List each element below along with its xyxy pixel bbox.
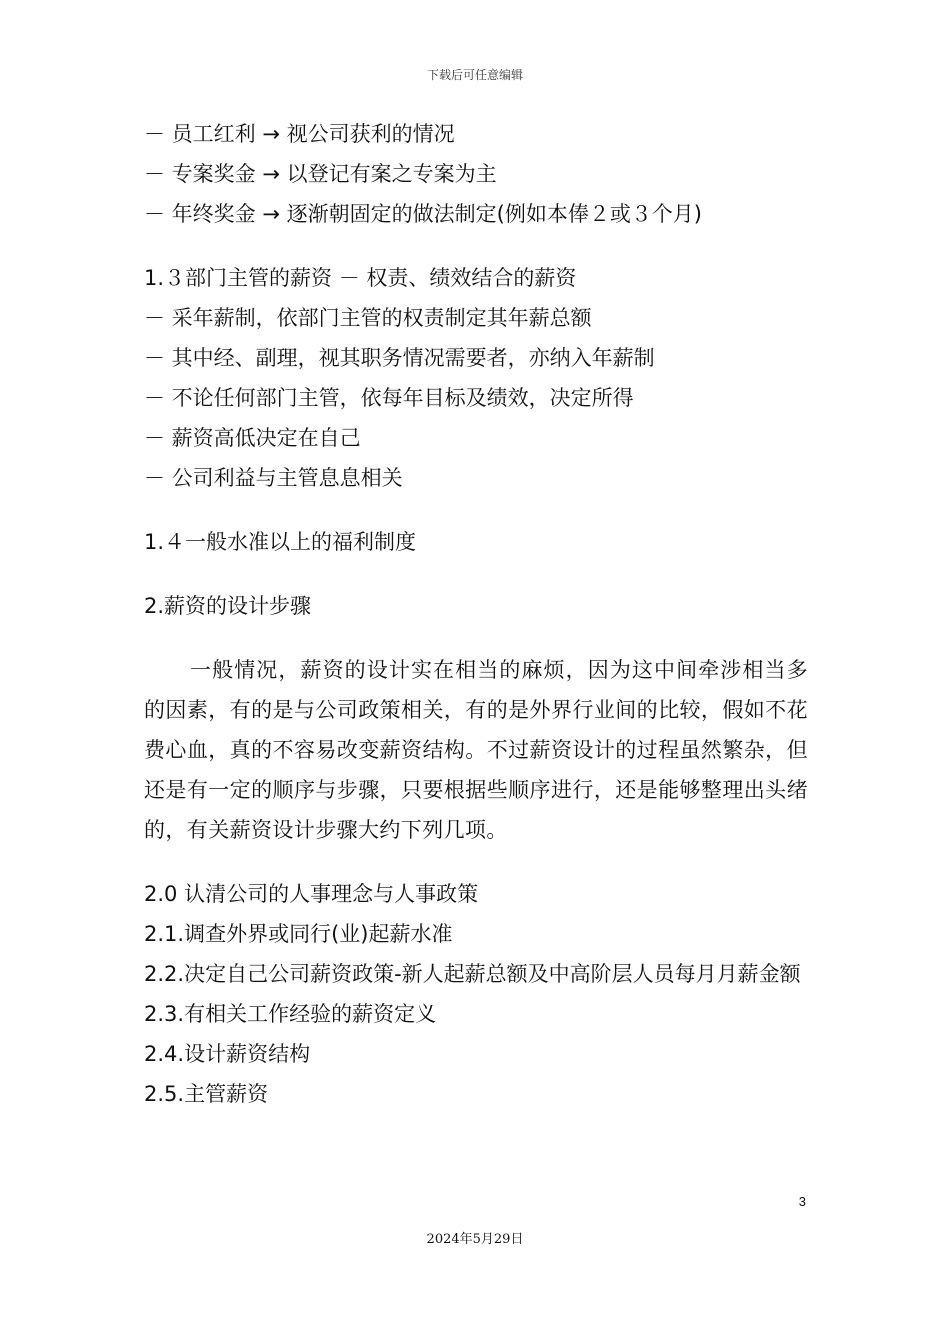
bonus-item: － 专案奖金 → 以登记有案之专案为主	[144, 162, 497, 186]
bonus-item: － 员工红利 → 视公司获利的情况	[144, 122, 455, 146]
section-heading: 1.３部门主管的薪资 － 权责、绩效结合的薪资	[144, 266, 577, 290]
step-item: 2.3.有相关工作经验的薪资定义	[144, 1002, 437, 1026]
body-paragraph: 一般情况，薪资的设计实在相当的麻烦，因为这中间牵涉相当多的因素，有的是与公司政策相关，有的是外界行业间的比较，假如不花费心血，真的不容易改变薪资结构。不过薪资设计的过程虽然繁杂，但还是有一定的顺序与步骤，只要根据些顺序进行，还是能够整理出头绪的，有关薪资设计步骤大约下列几项。	[144, 658, 808, 842]
list-item: － 不论任何部门主管，依每年目标及绩效，决定所得	[144, 386, 634, 410]
list-item: － 其中经、副理，视其职务情况需要者，亦纳入年薪制	[144, 346, 655, 370]
section-heading: 1.４一般水准以上的福利制度	[144, 530, 417, 554]
list-item: － 采年薪制，依部门主管的权责制定其年薪总额	[144, 306, 592, 330]
step-item: 2.5.主管薪资	[144, 1082, 269, 1106]
document-body	[144, 114, 824, 1114]
footer-date: 2024年5月29日	[426, 1232, 524, 1247]
header-note: 下载后可任意编辑	[426, 68, 523, 82]
page-number: 3	[798, 1194, 806, 1209]
step-item: 2.0 认清公司的人事理念与人事政策	[144, 882, 479, 906]
step-item: 2.2.决定自己公司薪资政策-新人起薪总额及中高阶层人员每月月薪金额	[144, 962, 801, 986]
section-heading: 2.薪资的设计步骤	[144, 594, 312, 618]
step-item: 2.1.调查外界或同行(业)起薪水准	[144, 922, 453, 946]
list-item: － 薪资高低决定在自己	[144, 426, 361, 450]
step-item: 2.4.设计薪资结构	[144, 1042, 311, 1066]
list-item: － 公司利益与主管息息相关	[144, 466, 403, 490]
bonus-item: － 年终奖金 → 逐渐朝固定的做法制定(例如本俸２或３个月)	[144, 202, 703, 226]
